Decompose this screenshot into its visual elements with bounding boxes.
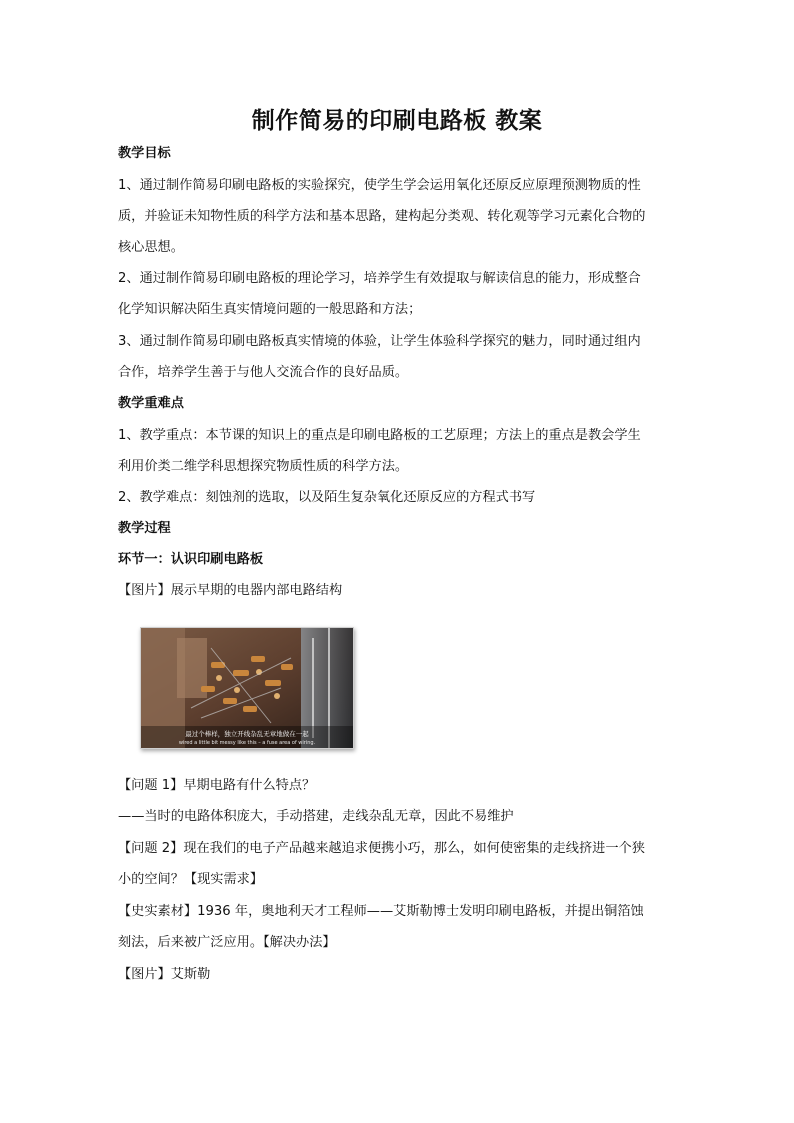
goal-1-line-2: 质，并验证未知物性质的科学方法和基本思路，建构起分类观、转化观等学习元素化合物的 xyxy=(118,209,646,224)
photo-subtitle-cn: 最过个棒样，独立开线杂乱无章地做在一起 xyxy=(185,730,309,738)
early-circuit-photo xyxy=(140,627,354,749)
goal-1-line-1: 1、通过制作简易印刷电路板的实验探究，使学生学会运用氧化还原反应原理预测物质的性 xyxy=(118,178,641,193)
question-2-line-2: 小的空间？【现实需求】 xyxy=(118,872,264,887)
picture-caption-early-circuit: 【图片】展示早期的电器内部电路结构 xyxy=(118,583,343,598)
document-title: 制作简易的印刷电路板 教案 xyxy=(251,108,543,134)
goal-1-line-3: 核心思想。 xyxy=(118,240,184,255)
heading-step-1: 环节一：认识印刷电路板 xyxy=(118,552,264,567)
heading-teaching-process: 教学过程 xyxy=(118,521,171,536)
photo-subtitle-en: wired a little bit messy like this – a fuse area of wiring. xyxy=(178,740,316,746)
goal-2-line-2: 化学知识解决陌生真实情境问题的一般思路和方法； xyxy=(118,302,422,317)
goal-2-line-1: 2、通过制作简易印刷电路板的理论学习，培养学生有效提取与解读信息的能力，形成整合 xyxy=(118,271,641,286)
goal-3-line-1: 3、通过制作简易印刷电路板真实情境的体验，让学生体验科学探究的魅力，同时通过组内 xyxy=(118,334,641,349)
key-1-line-2: 利用价类二维学科思想探究物质性质的科学方法。 xyxy=(118,459,409,474)
goal-3-line-2: 合作，培养学生善于与他人交流合作的良好品质。 xyxy=(118,365,409,380)
heading-key-points: 教学重难点 xyxy=(118,396,184,411)
question-1: 【问题 1】早期电路有什么特点？ xyxy=(118,778,316,793)
picture-caption-eisler: 【图片】艾斯勒 xyxy=(118,967,211,982)
key-2-line-1: 2、教学难点：刻蚀剂的选取，以及陌生复杂氧化还原反应的方程式书写 xyxy=(118,490,536,505)
key-1-line-1: 1、教学重点：本节课的知识上的重点是印刷电路板的工艺原理；方法上的重点是教会学生 xyxy=(118,428,641,443)
history-material-line-1: 【史实素材】1936 年，奥地利天才工程师——艾斯勒博士发明印刷电路板，并提出铜箔蚀 xyxy=(118,904,644,919)
answer-1: ——当时的电路体积庞大，手动搭建，走线杂乱无章，因此不易维护 xyxy=(118,809,514,824)
question-2-line-1: 【问题 2】现在我们的电子产品越来越追求便携小巧，那么，如何使密集的走线挤进一个狭 xyxy=(118,841,645,856)
history-material-line-2: 刻法，后来被广泛应用。【解决办法】 xyxy=(118,935,336,950)
heading-teaching-goals: 教学目标 xyxy=(118,146,171,161)
